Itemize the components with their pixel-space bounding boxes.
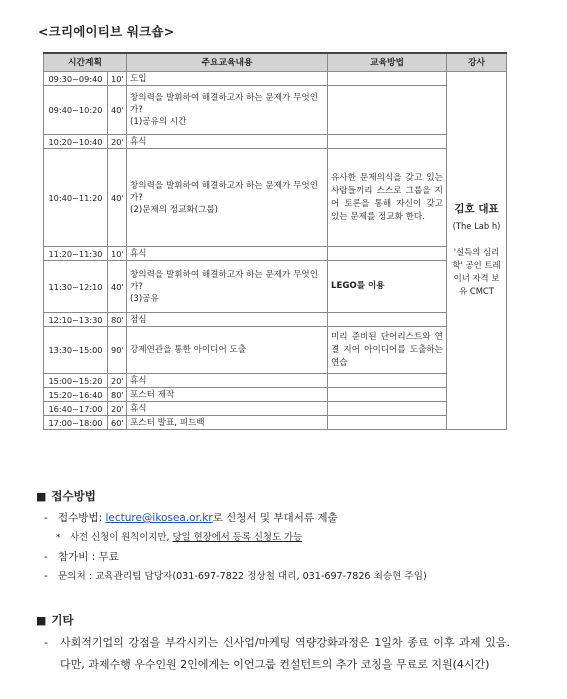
table-row bbox=[44, 374, 507, 388]
time-cell: 17:00~18:00 bbox=[44, 416, 108, 430]
dash-bullet: - bbox=[44, 551, 48, 563]
duration-cell: 20' bbox=[108, 135, 127, 149]
contact-text: 문의처 : 교육관리팀 담당자(031-697-7822 정상철 대리, 031-697-7826 최승현 주임) bbox=[58, 571, 427, 582]
duration-cell: 80' bbox=[108, 388, 127, 402]
content-cell: 창의력을 발휘하여 해결하고자 하는 문제가 무엇인가? (2)문제의 정교화(그룹) bbox=[127, 149, 328, 247]
apply-section-heading bbox=[36, 488, 96, 504]
method-cell bbox=[328, 313, 447, 327]
etc-text: 사회적기업의 강점을 부각시키는 신사업/마케팅 역량강화과정은 1일차 종료 이후 과제 있음. 다만, 과제수행 우수인원 2인에게는 이언그룹 컨설턴트의 추가 코칭을 무료로 지원(4시간) bbox=[60, 636, 510, 671]
time-cell: 09:40~10:20 bbox=[44, 86, 108, 135]
method-cell bbox=[328, 247, 447, 261]
table-header-row bbox=[44, 53, 507, 72]
apply-note-underlined: 당일 현장에서 등록 신청도 가능 bbox=[172, 532, 303, 543]
time-cell: 13:30~15:00 bbox=[44, 327, 108, 374]
table-row bbox=[44, 149, 507, 247]
duration-cell: 60' bbox=[108, 416, 127, 430]
method-cell bbox=[328, 416, 447, 430]
table-row bbox=[44, 72, 507, 86]
time-cell: 11:20~11:30 bbox=[44, 247, 108, 261]
content-cell: 휴식 bbox=[127, 402, 328, 416]
email-link[interactable]: lecture@ikosea.or.kr bbox=[105, 512, 213, 524]
apply-list bbox=[44, 509, 427, 586]
method-cell: 유사한 문제의식을 갖고 있는 사람들끼리 스스로 그룹을 지어 토론을 통해 자신이 갖고 있는 문제를 정교화 한다. bbox=[328, 149, 447, 247]
apply-heading-text: 접수방법 bbox=[51, 489, 96, 503]
time-cell: 11:30~12:10 bbox=[44, 261, 108, 313]
star-bullet: * bbox=[56, 533, 61, 543]
table-row bbox=[44, 313, 507, 327]
duration-cell: 10' bbox=[108, 247, 127, 261]
table-row bbox=[44, 327, 507, 374]
table-row bbox=[44, 261, 507, 313]
list-item bbox=[44, 567, 427, 586]
duration-cell: 80' bbox=[108, 313, 127, 327]
list-item bbox=[44, 548, 427, 567]
header-method: 교육방법 bbox=[328, 53, 447, 72]
content-cell: 도입 bbox=[127, 72, 328, 86]
table-row bbox=[44, 86, 507, 135]
time-cell: 09:30~09:40 bbox=[44, 72, 108, 86]
etc-paragraph bbox=[44, 632, 510, 676]
apply-method-suffix: 로 신청서 및 부대서류 제출 bbox=[212, 512, 338, 524]
duration-cell: 40' bbox=[108, 261, 127, 313]
etc-section-heading bbox=[36, 612, 74, 628]
time-cell: 10:40~11:20 bbox=[44, 149, 108, 247]
duration-cell: 20' bbox=[108, 374, 127, 388]
method-cell bbox=[328, 374, 447, 388]
time-cell: 10:20~10:40 bbox=[44, 135, 108, 149]
square-bullet-icon: ■ bbox=[36, 614, 47, 627]
table-row bbox=[44, 416, 507, 430]
fee-text: 참가비 : 무료 bbox=[58, 551, 119, 563]
content-cell: 휴식 bbox=[127, 247, 328, 261]
dash-bullet: - bbox=[44, 512, 48, 524]
method-cell: 미리 준비된 단어리스트와 연결 지어 아이디어를 도출하는 연습 bbox=[328, 327, 447, 374]
duration-cell: 40' bbox=[108, 149, 127, 247]
content-cell: 창의력을 발휘하여 해결하고자 하는 문제가 무엇인가? (3)공유 bbox=[127, 261, 328, 313]
list-item bbox=[44, 509, 427, 528]
method-cell bbox=[328, 72, 447, 86]
content-cell: 점심 bbox=[127, 313, 328, 327]
table-row bbox=[44, 388, 507, 402]
method-cell: LEGO를 이용 bbox=[328, 261, 447, 313]
table-row bbox=[44, 135, 507, 149]
duration-cell: 20' bbox=[108, 402, 127, 416]
schedule-table bbox=[43, 52, 507, 430]
header-content: 주요교육내용 bbox=[127, 53, 328, 72]
duration-cell: 90' bbox=[108, 327, 127, 374]
instructor-affiliation: (The Lab h) bbox=[452, 221, 501, 231]
time-cell: 15:00~15:20 bbox=[44, 374, 108, 388]
time-cell: 12:10~13:30 bbox=[44, 313, 108, 327]
instructor-description: '설득의 심리학' 공인 트레이너 자격 보유 CMCT bbox=[452, 247, 501, 296]
time-cell: 15:20~16:40 bbox=[44, 388, 108, 402]
method-cell bbox=[328, 135, 447, 149]
table-row bbox=[44, 247, 507, 261]
instructor-name: 김호 대표 bbox=[454, 203, 499, 215]
content-cell: 휴식 bbox=[127, 135, 328, 149]
method-cell bbox=[328, 402, 447, 416]
content-cell: 포스터 발표, 피드백 bbox=[127, 416, 328, 430]
content-cell: 창의력을 발휘하여 해결하고자 하는 문제가 무엇인가? (1)공유의 시간 bbox=[127, 86, 328, 135]
header-time: 시간계획 bbox=[44, 53, 127, 72]
instructor-cell bbox=[447, 72, 507, 430]
dash-bullet: - bbox=[44, 636, 48, 649]
method-cell bbox=[328, 86, 447, 135]
page-title: <크리에이티브 워크숍> bbox=[38, 24, 175, 39]
content-cell: 포스터 제작 bbox=[127, 388, 328, 402]
time-cell: 16:40~17:00 bbox=[44, 402, 108, 416]
content-cell: 강제연관을 통한 아이디어 도출 bbox=[127, 327, 328, 374]
method-cell bbox=[328, 388, 447, 402]
header-instructor: 강사 bbox=[447, 53, 507, 72]
content-cell: 휴식 bbox=[127, 374, 328, 388]
dash-bullet: - bbox=[44, 570, 48, 582]
duration-cell: 40' bbox=[108, 86, 127, 135]
duration-cell: 10' bbox=[108, 72, 127, 86]
apply-method-label: 접수방법: bbox=[58, 512, 106, 524]
square-bullet-icon: ■ bbox=[36, 490, 47, 503]
etc-heading-text: 기타 bbox=[51, 613, 74, 627]
table-row bbox=[44, 402, 507, 416]
list-item bbox=[44, 528, 427, 548]
apply-note-prefix: 사전 신청이 원칙이지만, bbox=[70, 532, 173, 543]
